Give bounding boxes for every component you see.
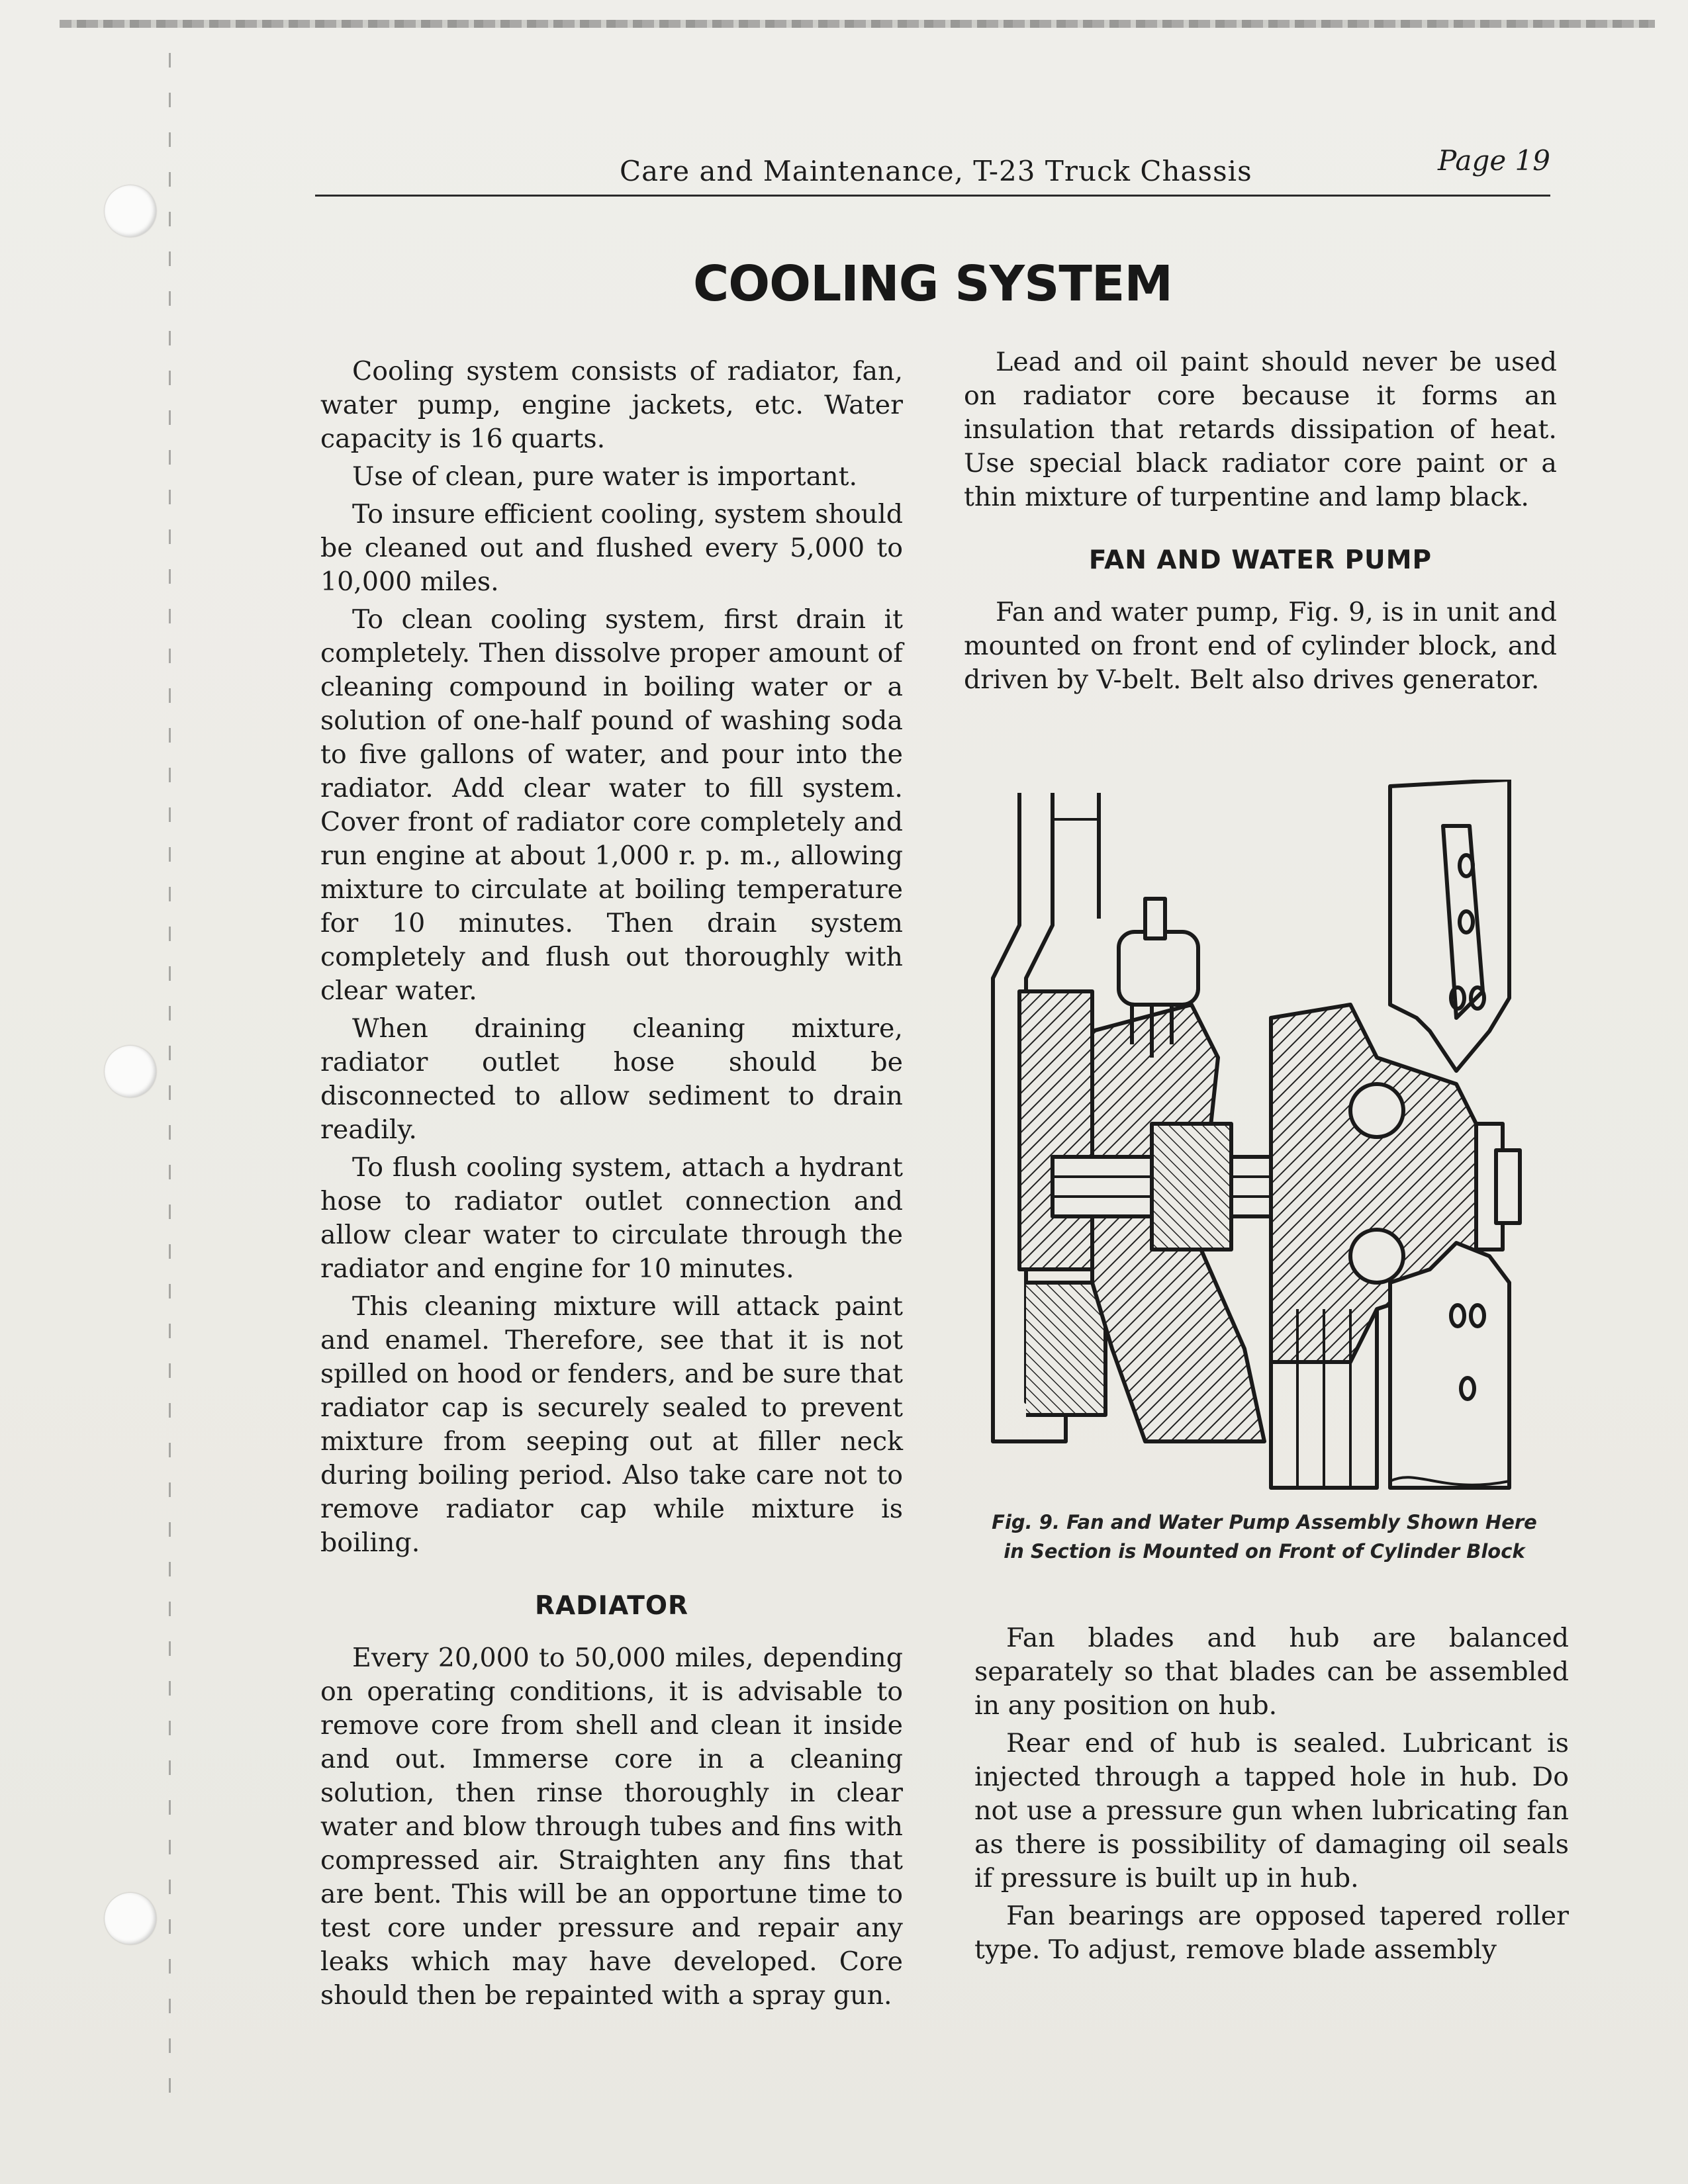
section-heading-radiator: RADIATOR (534, 1591, 689, 1621)
paragraph: When draining cleaning mixture, radiator outlet hose should be disconnected to allow sediment to drain readily. (320, 1013, 903, 1145)
paragraph: To clean cooling system, first drain it completely. Then dissolve proper amount of cleaning compound in boiling water or a solution of one-half pound of washing soda to five gallons of water, and pour into the radiator. Add clear water to fill system. Cover front of radiator core completely and run engine at about 1,000 r. p. m., allowing mixture to circulate at boiling temperature for 10 minutes. Then drain system completely and flush out thoroughly with clear water. (320, 604, 903, 1006)
paragraph: To insure efficient cooling, system should be cleaned out and flushed every 5,000 to 10,000 miles. (320, 499, 903, 597)
paragraph: Lead and oil paint should never be used on radiator core because it forms an insulation that retards dissipation of heat. Use special black radiator core paint or a thin mixture of turpentine and lamp black. (964, 347, 1557, 512)
paragraph: Fan bearings are opposed tapered roller type. To adjust, remove blade assembly (974, 1901, 1569, 1965)
scan-left-edge (169, 53, 171, 2118)
fan-water-pump-diagram (980, 780, 1529, 1501)
punch-hole-icon (105, 1893, 156, 1944)
page-title: COOLING SYSTEM (692, 255, 1173, 312)
running-head: Care and Maintenance, T-23 Truck Chassis (620, 155, 1252, 187)
right-column-lower (974, 1621, 1569, 1971)
paragraph: To flush cooling system, attach a hydrant hose to radiator outlet connection and allow clear water to circulate through the radiator and engine for 10 minutes. (320, 1152, 903, 1284)
punch-hole-icon (105, 1046, 156, 1097)
right-column (964, 345, 1557, 701)
scan-top-edge (60, 20, 1655, 28)
paragraph: Fan blades and hub are balanced separately so that blades can be assembled in any position on hub. (974, 1623, 1569, 1721)
page-number: Page 19 (1438, 144, 1550, 177)
paragraph: Rear end of hub is sealed. Lubricant is injected through a tapped hole in hub. Do not use a pressure gun when lubricating fan as there is possibility of damaging oil seals if pressure is built up in hub. (974, 1728, 1569, 1893)
section-heading-fan-and-water-pump: FAN AND WATER PUMP (1088, 545, 1432, 575)
paragraph: Every 20,000 to 50,000 miles, depending on operating conditions, it is advisable to remove core from shell and clean it inside and out. Immerse core in a cleaning solution, then rinse thoroughly in clear water and blow through tubes and fins with compressed air. Straighten any fins that are bent. This will be an opportune time to test core under pressure and repair any leaks which may have developed. Core should then be repainted with a spray gun. (320, 1643, 903, 2011)
paragraph: Cooling system consists of radiator, fan, water pump, engine jackets, etc. Water capacity is 16 quarts. (320, 356, 903, 454)
figure-caption: Fig. 9. Fan and Water Pump Assembly Shown Here in Section is Mounted on Front of Cylinder Block (992, 1511, 1537, 1563)
paragraph: Use of clean, pure water is important. (352, 461, 858, 492)
left-column (320, 355, 903, 2017)
paragraph: Fan and water pump, Fig. 9, is in unit and mounted on front end of cylinder block, and driven by V-belt. Belt also drives generator. (964, 597, 1557, 695)
paragraph: This cleaning mixture will attack paint and enamel. Therefore, see that it is not spilled on hood or fenders, and be sure that radiator cap is securely sealed to prevent mixture from seeping out at filler neck during boiling period. Also take care not to remove radiator cap while mixture is boiling. (320, 1291, 903, 1558)
punch-hole-icon (105, 185, 156, 237)
page-header (315, 142, 1550, 197)
